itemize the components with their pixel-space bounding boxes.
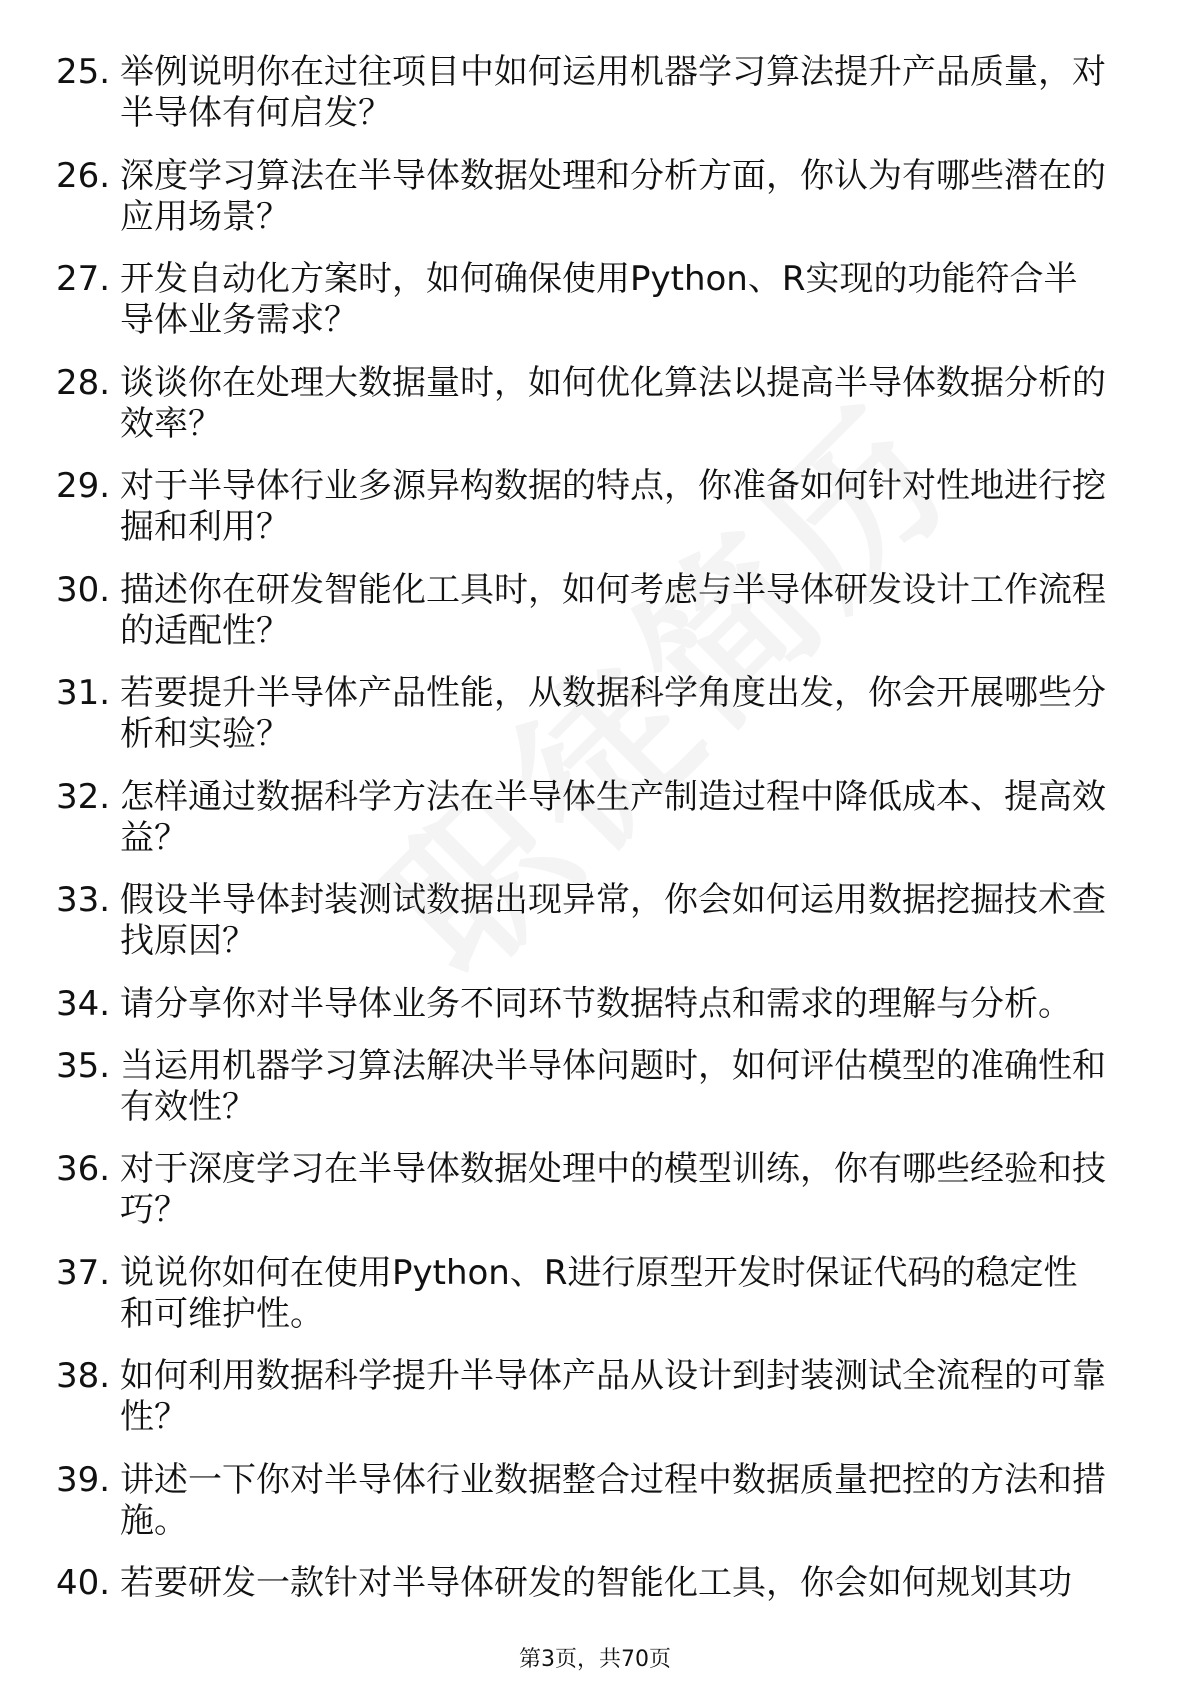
item-text: 当运用机器学习算法解决半导体问题时，如何评估模型的准确性和有效性？ bbox=[120, 1045, 1106, 1127]
item-number: 30. bbox=[56, 569, 111, 610]
item-text: 若要研发一款针对半导体研发的智能化工具，你会如何规划其功 bbox=[120, 1563, 1072, 1603]
item-text: 说说你如何在使用Python、R进行原型开发时保证代码的稳定性和可维护性。 bbox=[120, 1252, 1078, 1334]
item-text: 讲述一下你对半导体行业数据整合过程中数据质量把控的方法和措施。 bbox=[120, 1459, 1106, 1541]
item-text: 对于深度学习在半导体数据处理中的模型训练，你有哪些经验和技巧？ bbox=[120, 1149, 1106, 1230]
list-item bbox=[56, 156, 1106, 260]
list-item bbox=[56, 466, 1106, 570]
list-item bbox=[56, 259, 1106, 363]
list-item bbox=[56, 1356, 1106, 1460]
item-number: 27. bbox=[56, 259, 111, 299]
item-text: 谈谈你在处理大数据量时，如何优化算法以提高半导体数据分析的效率？ bbox=[120, 362, 1106, 444]
item-number: 39. bbox=[56, 1459, 111, 1500]
list-item bbox=[56, 777, 1106, 881]
item-text: 深度学习算法在半导体数据处理和分析方面，你认为有哪些潜在的应用场景？ bbox=[120, 155, 1106, 237]
item-number: 29. bbox=[56, 466, 111, 506]
item-text: 请分享你对半导体业务不同环节数据特点和需求的理解与分析。 bbox=[120, 983, 1072, 1024]
item-text: 假设半导体封装测试数据出现异常，你会如何运用数据挖掘技术查找原因？ bbox=[120, 880, 1106, 961]
list-item bbox=[56, 1046, 1106, 1150]
item-text: 如何利用数据科学提升半导体产品从设计到封装测试全流程的可靠性？ bbox=[120, 1356, 1106, 1437]
item-number: 26. bbox=[56, 155, 111, 196]
list-item bbox=[56, 1460, 1106, 1564]
item-number: 40. bbox=[56, 1563, 111, 1603]
item-number: 32. bbox=[56, 776, 111, 817]
item-number: 36. bbox=[56, 1149, 111, 1189]
item-number: 34. bbox=[56, 983, 111, 1024]
item-text: 举例说明你在过往项目中如何运用机器学习算法提升产品质量，对半导体有何启发？ bbox=[120, 52, 1106, 133]
list-item bbox=[56, 363, 1106, 467]
item-number: 38. bbox=[56, 1356, 111, 1396]
item-number: 33. bbox=[56, 880, 111, 920]
question-list bbox=[56, 52, 1106, 1625]
list-item bbox=[56, 52, 1106, 156]
list-item bbox=[56, 880, 1106, 984]
item-number: 37. bbox=[56, 1252, 111, 1293]
item-number: 35. bbox=[56, 1045, 111, 1086]
page-number: 第3页，共70页 bbox=[519, 1647, 671, 1672]
item-text: 对于半导体行业多源异构数据的特点，你准备如何针对性地进行挖掘和利用？ bbox=[120, 466, 1106, 547]
item-text: 若要提升半导体产品性能，从数据科学角度出发，你会开展哪些分析和实验？ bbox=[120, 673, 1106, 754]
list-item bbox=[56, 570, 1106, 674]
item-number: 28. bbox=[56, 362, 111, 403]
item-number: 31. bbox=[56, 673, 111, 713]
list-item bbox=[56, 984, 1106, 1046]
list-item bbox=[56, 1149, 1106, 1253]
item-text: 怎样通过数据科学方法在半导体生产制造过程中降低成本、提高效益？ bbox=[120, 776, 1106, 858]
item-text: 开发自动化方案时，如何确保使用Python、R实现的功能符合半导体业务需求？ bbox=[120, 259, 1078, 340]
list-item bbox=[56, 673, 1106, 777]
item-text: 描述你在研发智能化工具时，如何考虑与半导体研发设计工作流程的适配性？ bbox=[120, 569, 1106, 651]
item-number: 25. bbox=[56, 52, 111, 92]
list-item bbox=[56, 1563, 1106, 1625]
list-item bbox=[56, 1253, 1106, 1357]
